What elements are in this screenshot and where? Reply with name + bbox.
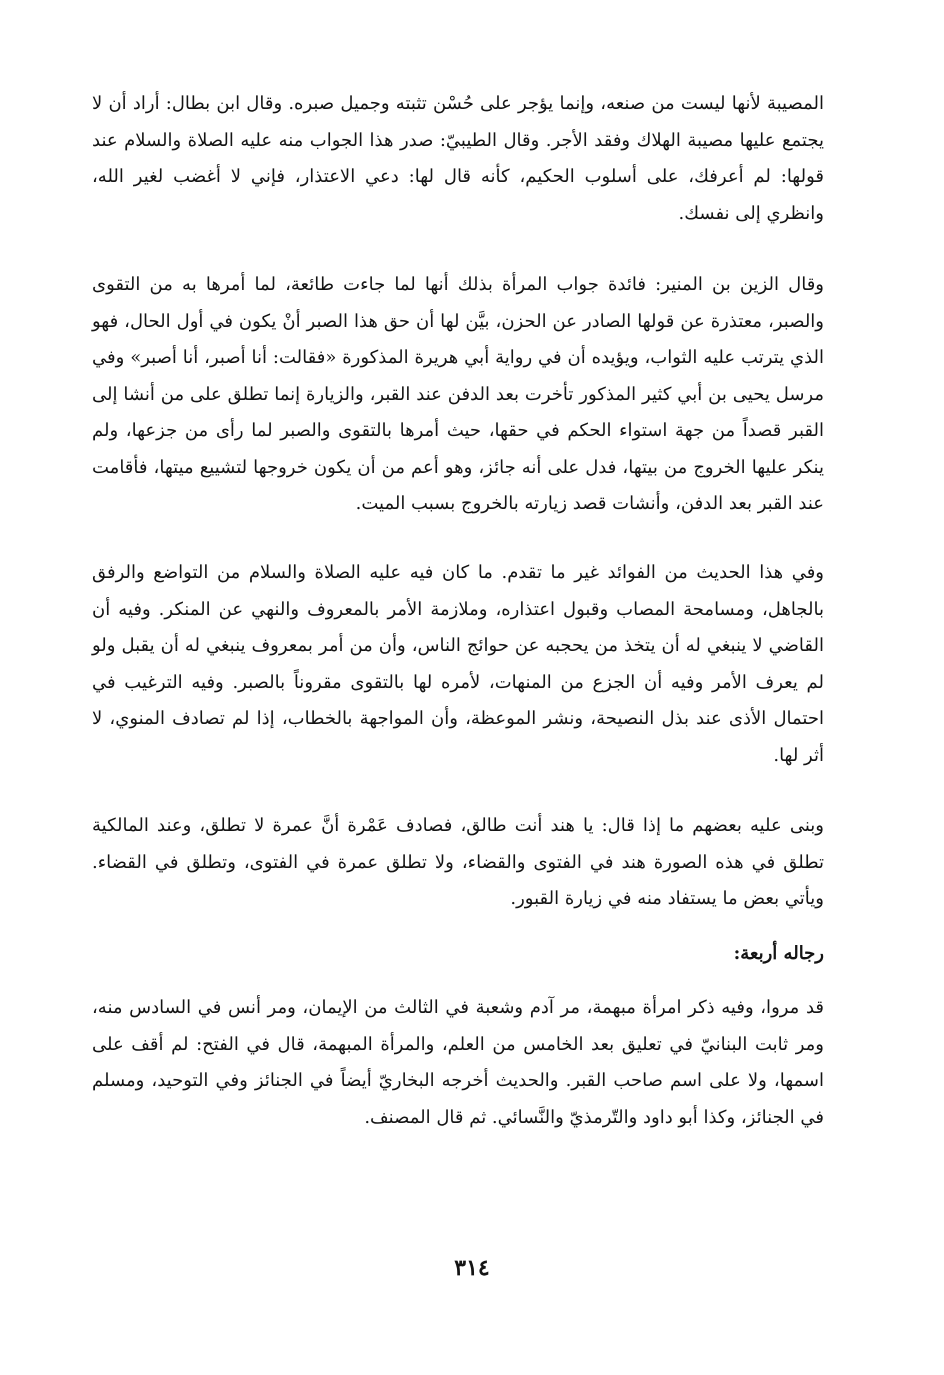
paragraph-ruling: وبنى عليه بعضهم ما إذا قال: يا هند أنت طالق، فصادف عَمْرة أنَّ عمرة لا تطلق، وعند المالكية تطلق في هذه الصورة هند في الفتوى والقضاء، ولا تطلق عمرة في الفتوى، وتطلق في القضاء. ويأتي بعض ما يستفاد منه في زيارة القبور. [92,815,825,909]
paragraph-benefits: وفي هذا الحديث من الفوائد غير ما تقدم. ما كان فيه عليه الصلاة والسلام من التواضع والرفق بالجاهل، ومسامحة المصاب وقبول اعتذاره، وملازمة الأمر بالمعروف والنهي عن المنكر. وفيه أن القاضي لا ينبغي له أن يتخذ من يحجبه عن حوائج الناس، وأن من أمر بمعروف ينبغي له أن يقبل ولو لم يعرف الأمر وفيه أن الجزع من المنهات، لأمره لها بالتقوى مقروناً بالصبر. وفيه الترغيب في احتمال الأذى عند بذل النصيحة، ونشر الموعظة، وأن المواجهة بالخطاب، إذا لم تصادف المنوي، لا أثر لها. [92,562,824,766]
paragraph-commentary-1: المصيبة لأنها ليست من صنعه، وإنما يؤجر على حُسْن تثبته وجميل صبره. وقال ابن بطال: أراد أن لا يجتمع عليها مصيبة الهلاك وفقد الأجر. وقال الطيبيّ: صدر هذا الجواب منه عليه الصلاة والسلام عند قولها: لم أعرفك، على أسلوب الحكيم، كأنه قال لها: دعي الاعتذار، فإني لا أغضب لغير الله، وانظري إلى نفسك. [92,93,824,224]
paragraph-narrators: قد مروا، وفيه ذكر امرأة مبهمة، مر آدم وشعبة في الثالث من الإيمان، ومر أنس في السادس منه، ومر ثابت البنانيّ في تعليق بعد الخامس من العلم، والمرأة المبهمة، قال في الفتح: لم أقف على اسمها، ولا على اسم صاحب القبر. والحديث أخرجه البخاريّ أيضاً في الجنائز وفي التوحيد، ومسلم في الجنائز، وكذا أبو داود والتّرمذيّ والنَّسائي. ثم قال المصنف. [92,997,824,1128]
paragraph-commentary-2: وقال الزين بن المنير: فائدة جواب المرأة بذلك أنها لما جاءت طائعة، لما أمرها به من التقوى والصبر، معتذرة عن قولها الصادر عن الحزن، بيَّن لها أن حق هذا الصبر أنْ يكون في أول الحال، فهو الذي يترتب عليه الثواب، ويؤيده أن في رواية أبي هريرة المذكورة «فقالت: أنا أصبر، أنا أصبر» وفي مرسل يحيى بن أبي كثير المذكور تأخرت بعد الدفن عند القبر، والزيارة إنما تطلق على من أنشا إلى القبر قصداً من جهة استواء الحكم في حقها، حيث أمرها بالتقوى والصبر لما رأى من جزعها، ولم ينكر عليها الخروج من بيتها، فدل على أنه جائز، وهو أعم من أن يكون خروجها لتشييع ميتها، فأقامت عند القبر بعد الدفن، وأنشات قصد زيارته بالخروج بسبب الميت. [92,274,824,514]
page-number: ٣١٤ [454,1255,490,1281]
section-heading-narrators: رجاله أربعة: [733,943,824,964]
